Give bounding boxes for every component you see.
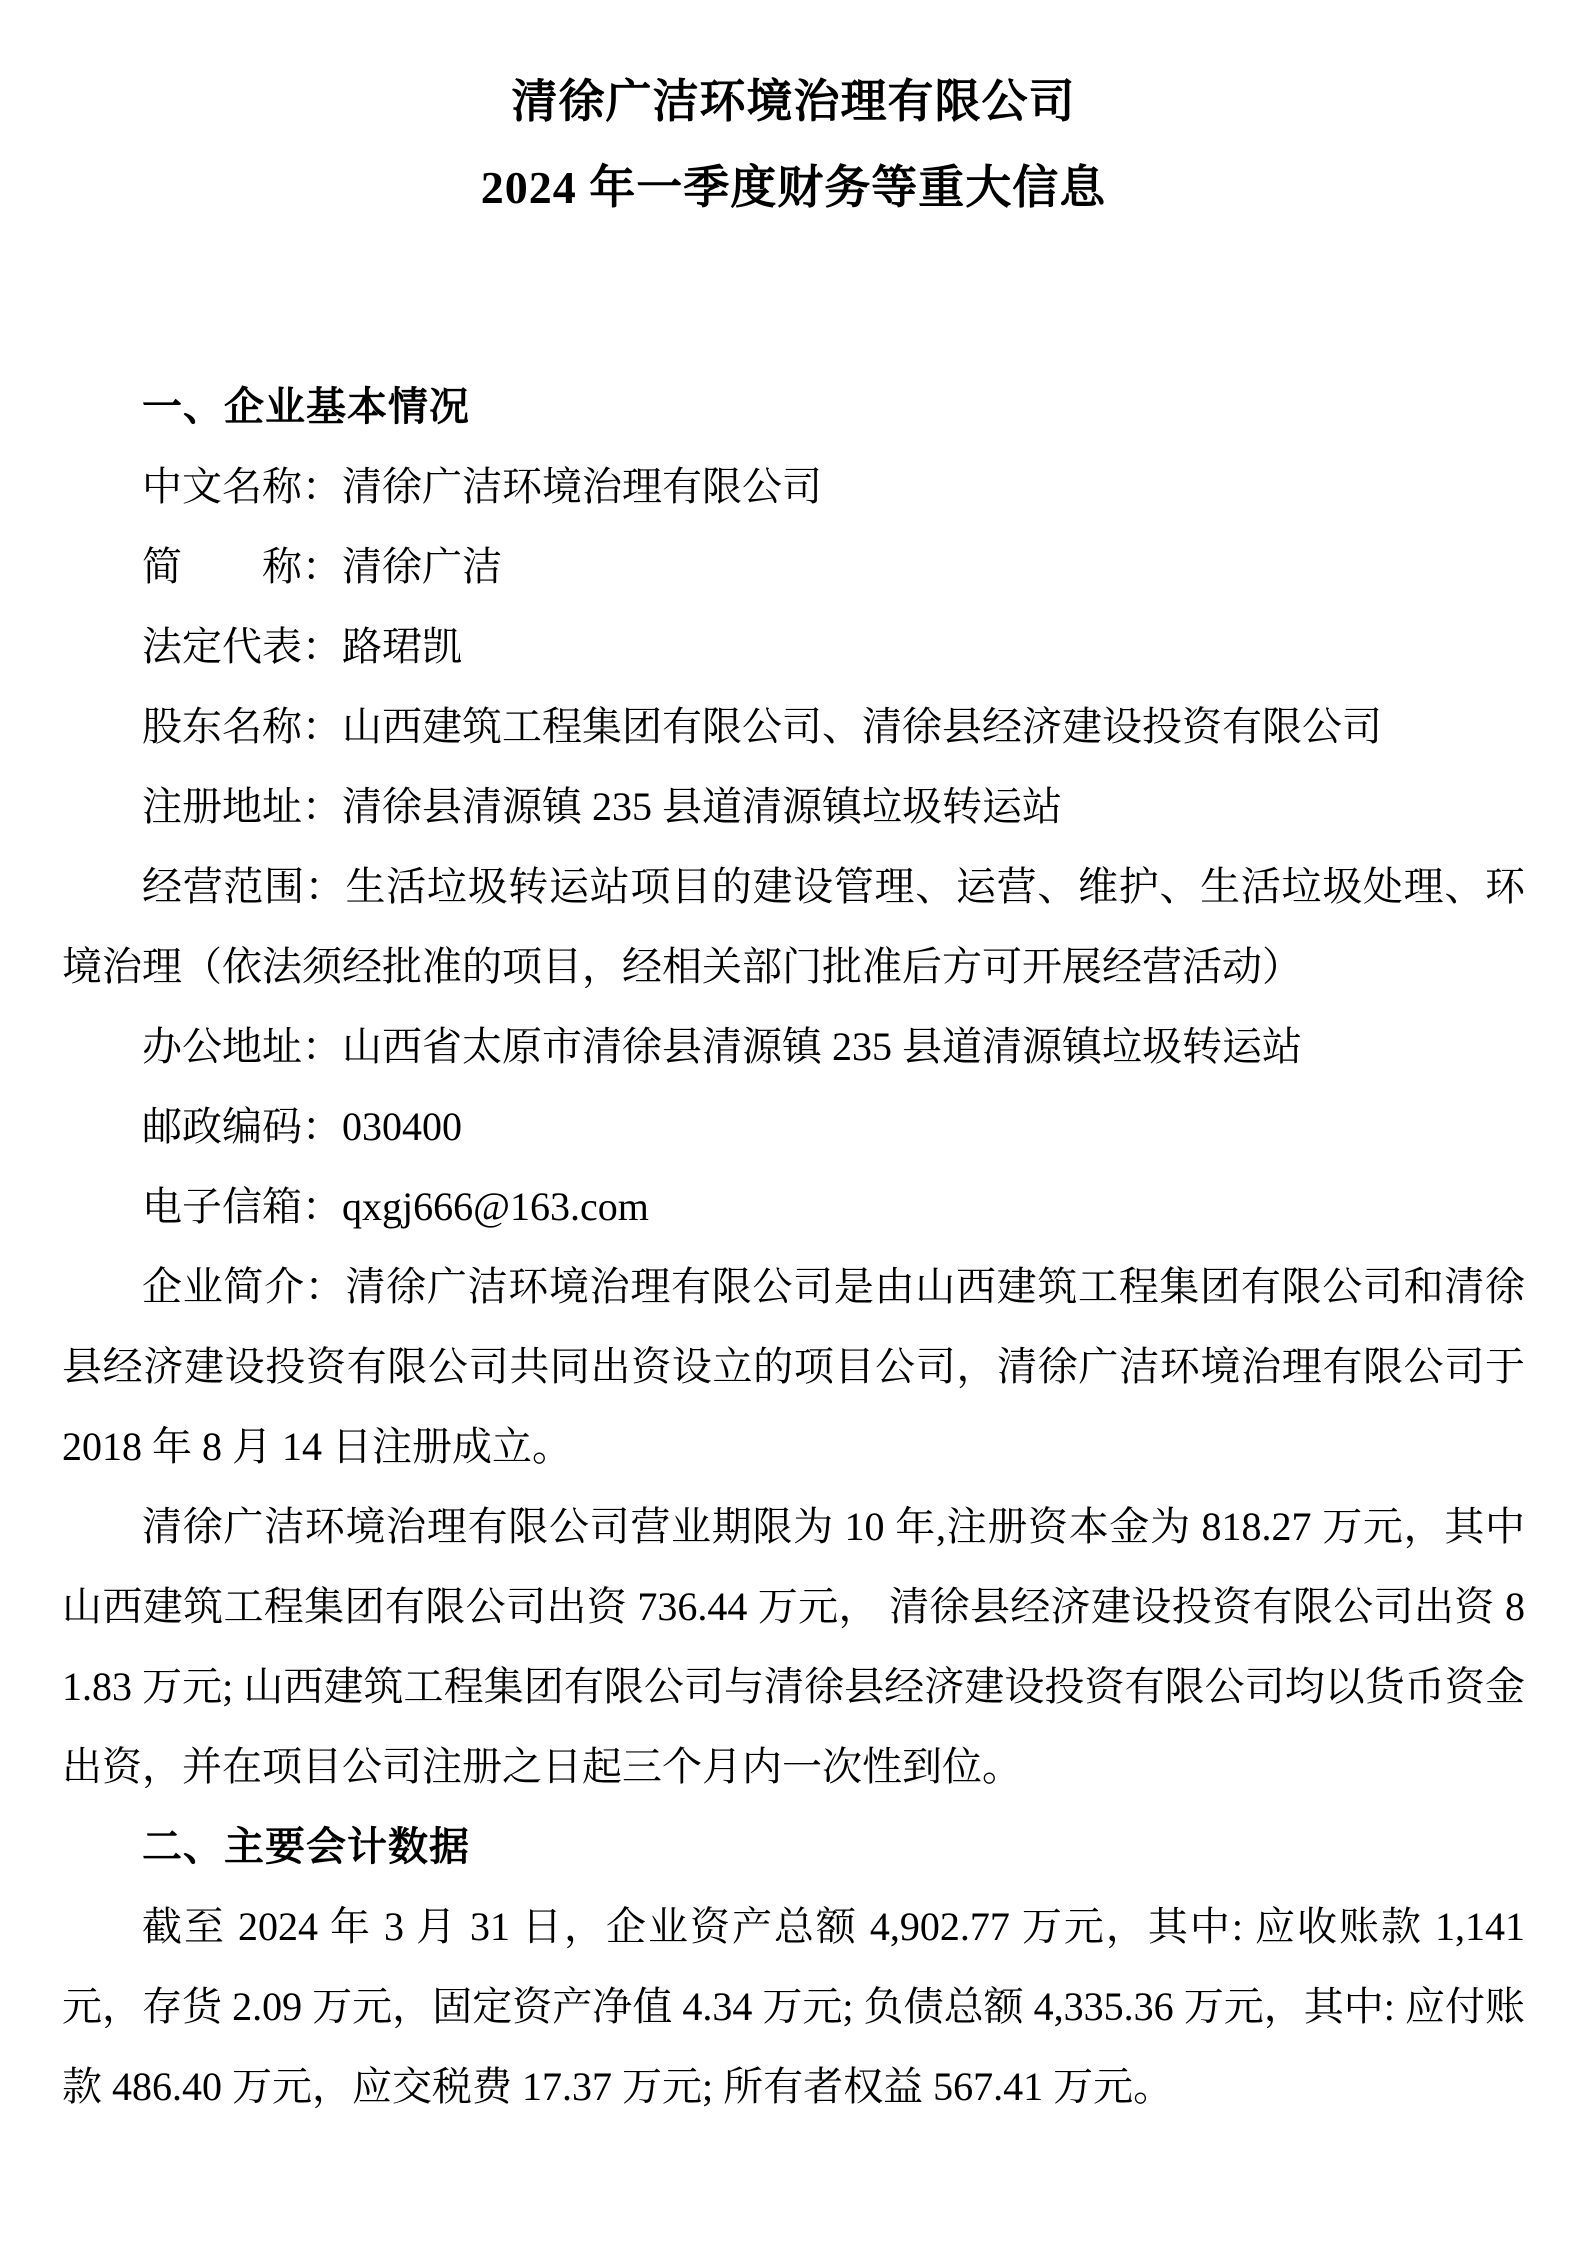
company-profile-paragraph: 企业简介：清徐广洁环境治理有限公司是由山西建筑工程集团有限公司和清徐县经济建设投资有限公司共同出资设立的项目公司，清徐广洁环境治理有限公司于 2018 年 8 月 14 日注册成立。 [62, 1264, 1525, 1469]
field-label: 经营范围： [142, 864, 346, 909]
field-value: 山西省太原市清徐县清源镇 235 县道清源镇垃圾转运站 [342, 1024, 1302, 1069]
field-value: 山西建筑工程集团有限公司、清徐县经济建设投资有限公司 [342, 704, 1382, 749]
field-shareholders [62, 687, 1525, 767]
field-label: 中文名称： [142, 464, 342, 509]
field-short-name [62, 527, 1525, 607]
field-label: 法定代表： [142, 624, 342, 669]
field-value: 路珺凯 [342, 624, 462, 669]
field-label: 简 称： [142, 544, 342, 589]
document-title-company: 清徐广洁环境治理有限公司 [511, 76, 1076, 127]
field-value: 清徐县清源镇 235 县道清源镇垃圾转运站 [342, 784, 1062, 829]
field-postal-code [62, 1087, 1525, 1167]
document-title-report: 2024 年一季度财务等重大信息 [480, 162, 1107, 213]
field-value: 生活垃圾转运站项目的建设管理、运营、维护、生活垃圾处理、环境治理（依法须经批准的项目，经相关部门批准后方可开展经营活动） [62, 864, 1526, 989]
field-label: 电子信箱： [142, 1184, 342, 1229]
field-email [62, 1167, 1525, 1247]
field-business-scope [62, 847, 1525, 1007]
field-registered-address [62, 767, 1525, 847]
field-chinese-name [62, 447, 1525, 527]
field-legal-representative [62, 607, 1525, 687]
field-value: 清徐广洁 [342, 544, 502, 589]
section2-heading: 二、主要会计数据 [142, 1825, 470, 1869]
section1-heading: 一、企业基本情况 [142, 385, 470, 429]
field-label: 注册地址： [142, 784, 342, 829]
field-label: 办公地址： [142, 1024, 342, 1069]
field-value: 030400 [342, 1104, 462, 1149]
field-office-address [62, 1007, 1525, 1087]
field-label: 股东名称： [142, 704, 342, 749]
field-value: 清徐广洁环境治理有限公司 [342, 464, 822, 509]
field-label: 邮政编码： [142, 1104, 342, 1149]
accounting-data-paragraph: 截至 2024 年 3 月 31 日，企业资产总额 4,902.77 万元，其中: 应收账款 1,141 元，存货 2.09 万元，固定资产净值 4.34 万元; 负债总额 4,335.36 万元，其中: 应付账款 486.40 万元，应交税费 17.37 万元; 所有者权益 567.41 万元。 [62, 1904, 1525, 2109]
document-body [0, 367, 1587, 2127]
registered-capital-paragraph: 清徐广洁环境治理有限公司营业期限为 10 年,注册资本金为 818.27 万元，其中山西建筑工程集团有限公司出资 736.44 万元， 清徐县经济建设投资有限公司出资 81.83 万元; 山西建筑工程集团有限公司与清徐县经济建设投资有限公司均以货币资金出资，并在项目公司注册之日起三个月内一次性到位。 [62, 1504, 1525, 1789]
field-value: qxgj666@163.com [342, 1184, 649, 1229]
document-title-block [0, 0, 1587, 231]
